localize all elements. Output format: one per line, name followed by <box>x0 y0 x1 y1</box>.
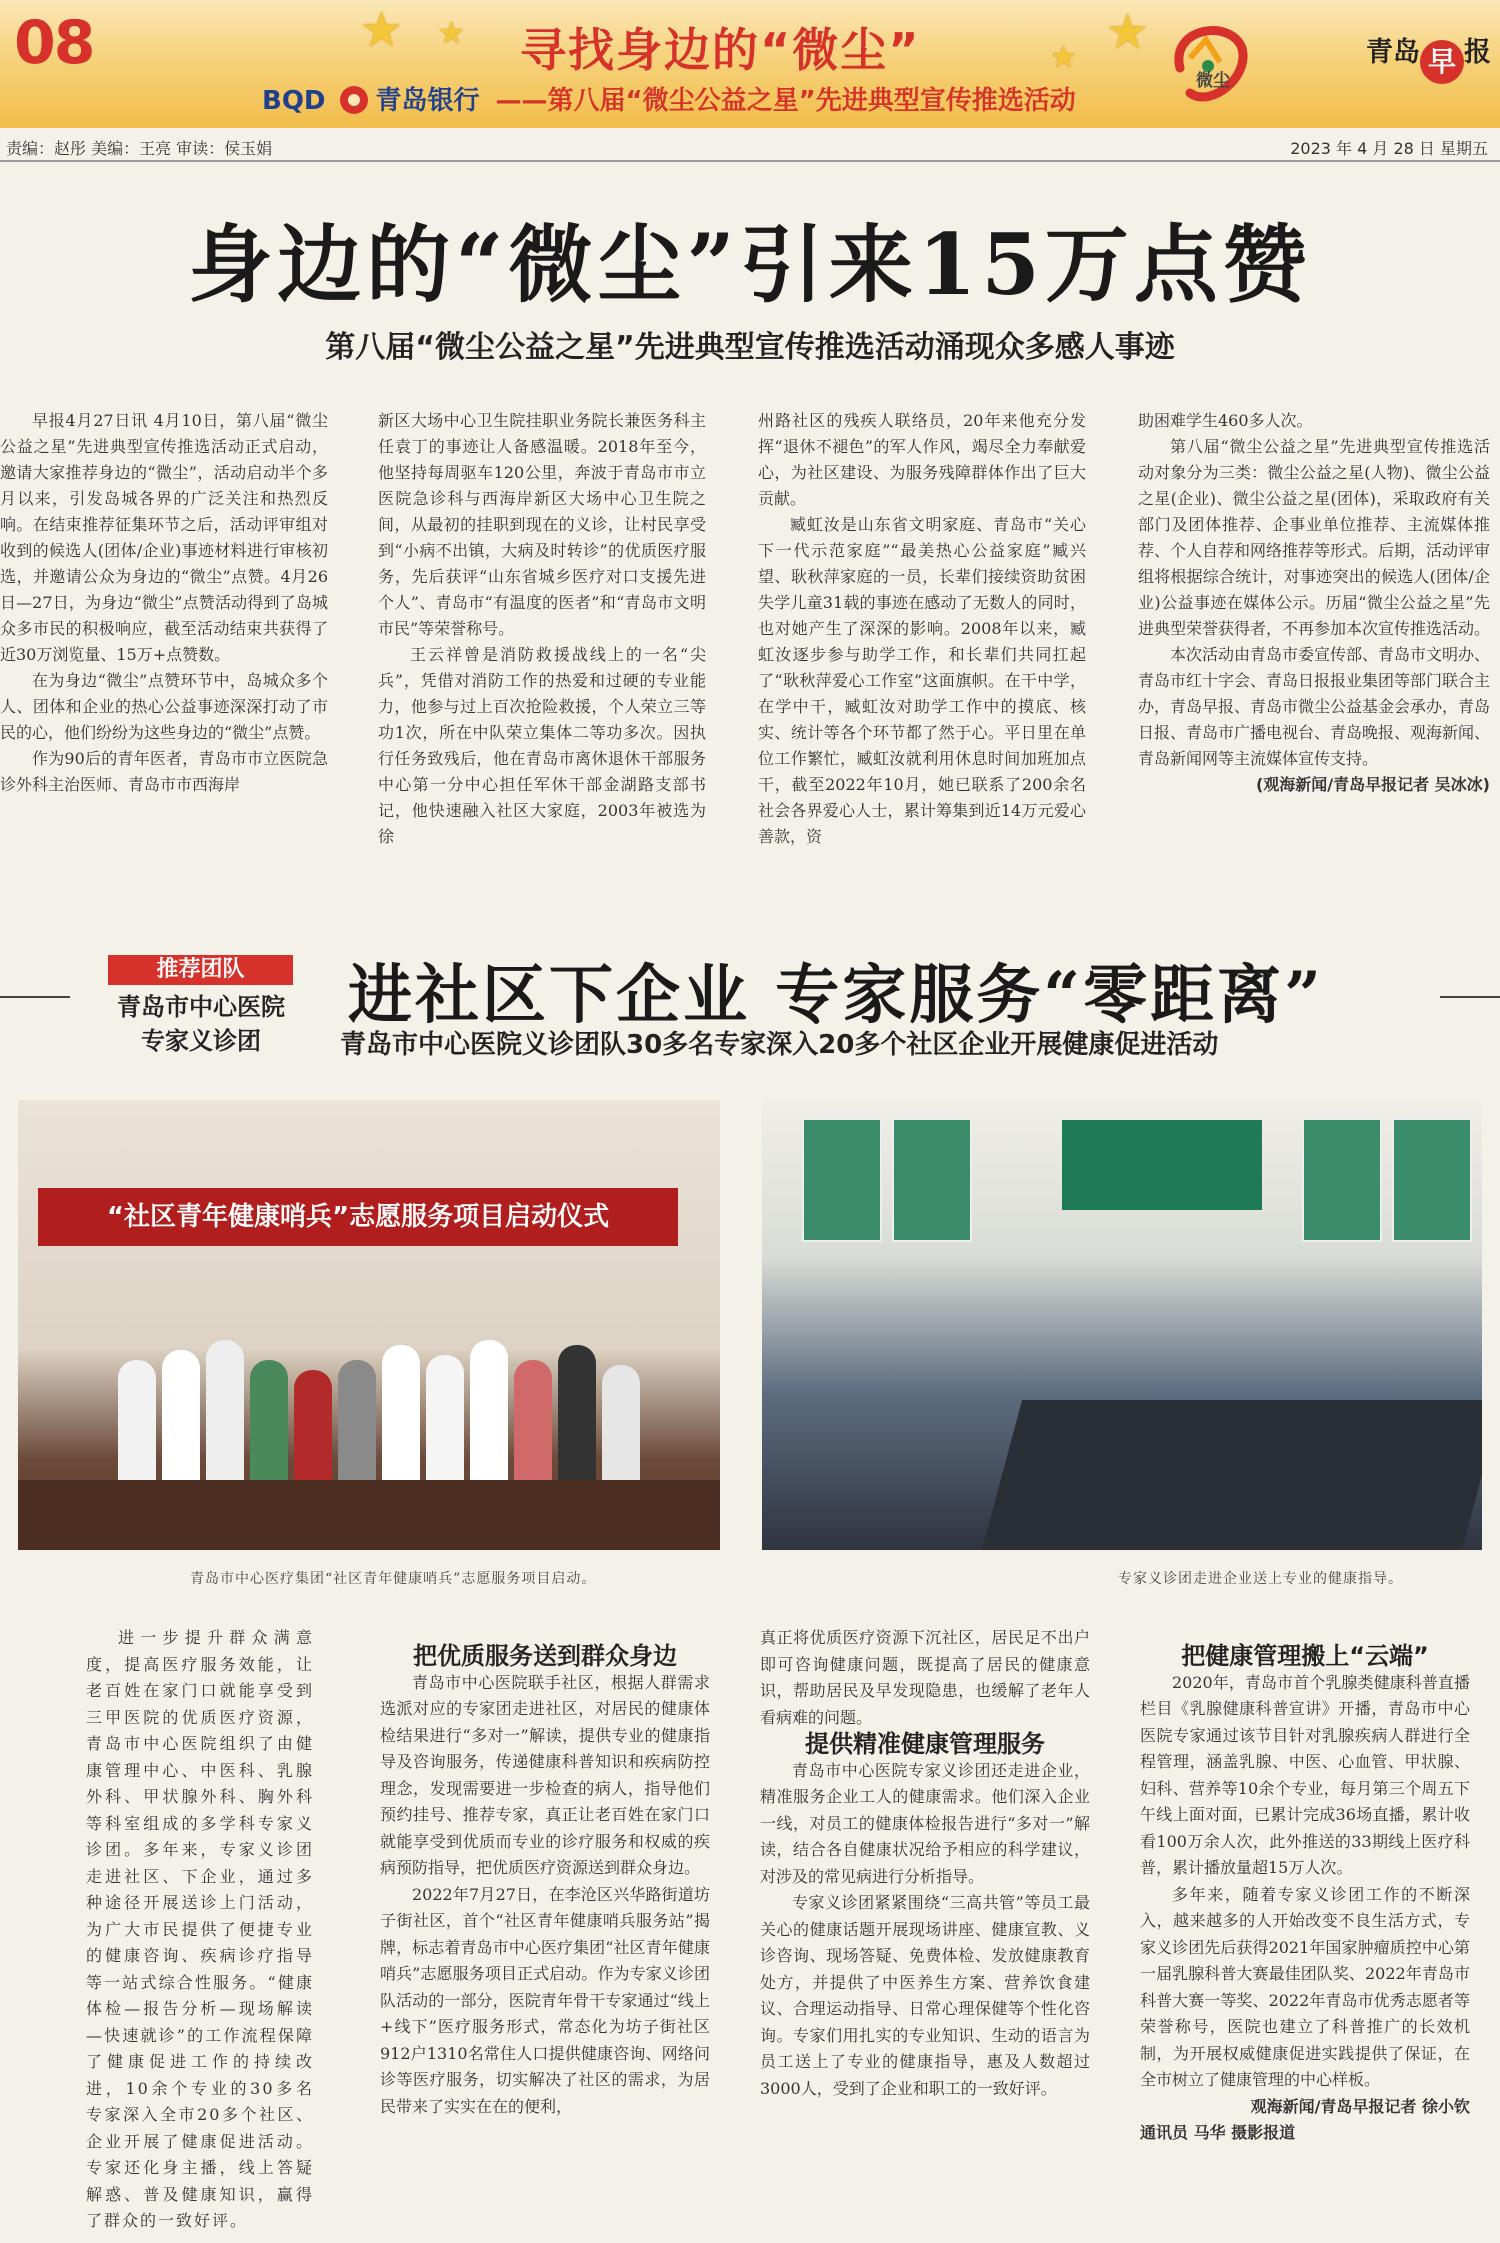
launch-ceremony-photo <box>18 1100 720 1550</box>
paragraph: 在为身边“微尘”点赞环节中，岛城众多个人、团体和企业的热心公益事迹深深打动了市民的心，他们纷纷为这些身边的“微尘”点赞。 <box>0 671 328 742</box>
article2-headline: 进社区下企业 专家服务“零距离” <box>348 958 1324 1033</box>
article1-column <box>0 408 328 878</box>
article2-subheadline: 青岛市中心医院义诊团队30多名专家深入20多个社区企业开展健康促进活动 <box>340 1030 1219 1060</box>
photo1-caption: 青岛市中心医疗集团“社区青年健康哨兵”志愿服务项目启动。 <box>190 1571 597 1587</box>
article2-column <box>380 1625 710 2230</box>
paragraph: 真正将优质医疗资源下沉社区，居民足不出户即可咨询健康问题，既提高了居民的健康意识，帮助居民及早发现隐患，也缓解了老年人看病难的问题。 <box>760 1628 1090 1727</box>
article2-column <box>760 1625 1090 2230</box>
article1-byline: (观海新闻/青岛早报记者 吴冰冰) <box>1255 775 1490 794</box>
star-icon: ★ <box>438 16 465 51</box>
section-heading: 把健康管理搬上“云端” <box>1181 1642 1429 1670</box>
paragraph: 第八届“微尘公益之星”先进典型宣传推选活动对象分为三类：微尘公益之星(人物)、微尘公益之星(企业)、微尘公益之星(团体)，采取政府有关部门及团体推荐、企事业单位推荐、主流媒体推荐、个人自荐和网络推荐等形式。后期，活动评审组将根据综合统计，对事迹突出的候选人(团体/企业)公益事迹在媒体公示。历届“微尘公益之星”先进典型荣誉获得者，不再参加本次宣传推选活动。 <box>1138 437 1490 638</box>
sponsor-row <box>262 80 1076 117</box>
article1-subheadline: 第八届“微尘公益之星”先进典型宣传推选活动涌现众多感人事迹 <box>325 330 1175 365</box>
paragraph: 专家义诊团紧紧围绕“三高共管”等员工最关心的健康话题开展现场讲座、健康宣教、义诊咨询、现场答疑、免费体检、发放健康教育处方，并提供了中医养生方案、营养饮食建议、合理运动指导、日常心理保健等个性化咨询。专家们用扎实的专业知识、生动的语言为员工送上了专业的健康指导，惠及人数超过3000人，受到了企业和职工的一致好评。 <box>760 1893 1090 2098</box>
photo-poster <box>1302 1118 1382 1242</box>
column-title: 寻找身边的“微尘” <box>520 23 921 77</box>
paragraph: 作为90后的青年医者，青岛市市立医院急诊外科主治医师、青岛市市西海岸 <box>0 749 328 794</box>
star-icon: ★ <box>1106 4 1150 60</box>
article1-column <box>1138 408 1490 878</box>
paragraph: 助困难学生460多人次。 <box>1138 411 1313 430</box>
newspaper-name <box>1366 30 1491 84</box>
article1-column <box>378 408 706 878</box>
paragraph: 青岛市中心医院联手社区，根据人群需求选派对应的专家团走进社区，对居民的健康体检结果进行“多对一”解读，提供专业的健康指导及咨询服务，传递健康科普知识和疾病防控理念，发现需要进一步检查的病人，指导他们预约挂号、推荐专家，真正让老百姓在家门口就能享受到优质而专业的诊疗服务和权威的疾病预防指导，把优质医疗资源送到群众身边。 <box>380 1672 710 1877</box>
article1-headline: 身边的“微尘”引来15万点赞 <box>188 215 1312 314</box>
paragraph: 臧虹汝是山东省文明家庭、青岛市“关心下一代示范家庭”“最美热心公益家庭”臧兴望、耿秋萍家庭的一员，长辈们接续资助贫困失学儿童31载的事迹在感动了无数人的同时，也对她产生了深深的影响。2008年以来，臧虹汝逐步参与助学工作，和长辈们共同扛起了“耿秋萍爱心工作室”这面旗帜。在干中学，在学中干，臧虹汝对助学工作中的摸底、核实、统计等各个环节都了然于心。平日里在单位工作繁忙，臧虹汝就利用休息时间加班加点干，截至2022年10月，她已联系了200余名社会各界爱心人士，累计筹集到近14万元爱心善款，资 <box>758 515 1086 846</box>
enterprise-consult-photo <box>762 1100 1482 1550</box>
article2-column <box>1140 1625 1470 2230</box>
photo-poster <box>892 1118 972 1242</box>
photo-people <box>118 1290 638 1510</box>
paragraph: 2020年，青岛市首个乳腺类健康科普直播栏目《乳腺健康科普宣讲》开播，青岛市中心医院专家通过该节目针对乳腺疾病人群进行全程管理，涵盖乳腺、中医、心血管、甲状腺、妇科、营养等10余个专业，每月第三个周五下午线上面对面，已累计完成36场直播，累计收看100万余人次，此外推送的33期线上医疗科普，累计播放量超15万人次。 <box>1140 1672 1470 1877</box>
photo-desk <box>982 1400 1482 1550</box>
photo-poster <box>1392 1118 1472 1242</box>
editor-credits: 责编：赵彤 美编：王亮 审读：侯玉娟 <box>6 139 273 158</box>
paragraph: 青岛市中心医院专家义诊团还走进企业，精准服务企业工人的健康需求。他们深入企业一线，对员工的健康体检报告进行“多对一”解读，结合各自健康状况给予相应的科学建议，对涉及的常见病进行分析指导。 <box>760 1760 1090 1886</box>
bank-code: BQD <box>262 86 326 116</box>
article2-byline: 通讯员 马华 摄影报道 <box>1140 2123 1296 2142</box>
section-heading: 提供精准健康管理服务 <box>805 1730 1045 1758</box>
newspaper-city: 青岛 <box>1366 37 1420 68</box>
article2-column <box>86 1625 314 2230</box>
newspaper-suffix: 报 <box>1464 37 1491 68</box>
article2-byline: 观海新闻/青岛早报记者 徐小钦 <box>1250 2096 1470 2116</box>
paragraph: 王云祥曾是消防救援战线上的一名“尖兵”，凭借对消防工作的热爱和过硬的专业能力，他参与过上百次抢险救援，个人荣立三等功1次，所在中队荣立集体二等功多次。因执行任务致残后，他在青岛市离休退休干部服务中心第一分中心担任军休干部金湖路支部书记，他快速融入社区大家庭，2003年被选为徐 <box>378 645 706 846</box>
newspaper-mark-icon: 早 <box>1420 40 1464 84</box>
weichen-logo-icon <box>1150 8 1260 118</box>
photo-table <box>18 1480 720 1550</box>
paragraph: 本次活动由青岛市委宣传部、青岛市文明办、青岛市红十字会、青岛日报报业集团等部门联合主办，青岛早报、青岛市微尘公益基金会承办，青岛日报、青岛市广播电视台、青岛晚报、观海新闻、青岛新闻网等主流媒体宣传支持。 <box>1138 645 1490 768</box>
divider <box>0 160 1500 162</box>
paragraph: 新区大场中心卫生院挂职业务院长兼医务科主任袁丁的事迹让人备感温暖。2018年至今，他坚持每周驱车120公里，奔波于青岛市市立医院急诊科与西海岸新区大场中心卫生院之间，从最初的挂职到现在的义诊，让村民享受到“小病不出镇，大病及时转诊”的优质医疗服务，先后获评“山东省城乡医疗对口支援先进个人”、青岛市“有温度的医者”和“青岛市文明市民”等荣誉称号。 <box>378 411 706 638</box>
team-name-line: 青岛市中心医院 <box>117 993 285 1021</box>
team-name <box>96 990 306 1058</box>
article1-column <box>758 408 1086 878</box>
paragraph: 多年来，随着专家义诊团工作的不断深入，越来越多的人开始改变不良生活方式，专家义诊团先后获得2021年国家肿瘤质控中心第一届乳腺科普大赛最佳团队奖、2022年青岛市科普大赛一等奖、2022年青岛市优秀志愿者等荣誉称号，医院也建立了科普推广的长效机制，为开展权威健康促进实践提供了保证，在全市树立了健康管理的中心样板。 <box>1140 1884 1470 2089</box>
page-number: 08 <box>14 8 94 78</box>
divider <box>1440 996 1500 998</box>
recommend-tag: 推荐团队 <box>108 955 293 985</box>
star-icon: ★ <box>360 2 404 58</box>
paragraph: 州路社区的残疾人联络员，20年来他充分发挥“退休不褪色”的军人作风，竭尽全力奉献爱心，为社区建设、为服务残障群体作出了巨大贡献。 <box>758 411 1086 508</box>
issue-date: 2023 年 4 月 28 日 星期五 <box>1290 139 1488 158</box>
section-heading: 把优质服务送到群众身边 <box>413 1642 677 1670</box>
paragraph: 早报4月27日讯 4月10日，第八届“微尘公益之星”先进典型宣传推选活动正式启动，邀请大家推荐身边的“微尘”，活动启动半个多月以来，引发岛城各界的广泛关注和热烈反响。在结束推荐征集环节之后，活动评审组对收到的候选人(团体/企业)事迹材料进行审核初选，并邀请公众为身边的“微尘”点赞。4月26日—27日，为身边“微尘”点赞活动得到了岛城众多市民的积极响应，截至活动结束共获得了近30万浏览量、15万+点赞数。 <box>0 411 328 664</box>
photo2-caption: 专家义诊团走进企业送上专业的健康指导。 <box>1118 1571 1403 1587</box>
photo-poster <box>802 1118 882 1242</box>
event-name: ——第八届“微尘公益之星”先进典型宣传推选活动 <box>495 86 1076 116</box>
paragraph: 进一步提升群众满意度，提高医疗服务效能，让老百姓在家门口就能享受到三甲医院的优质医疗资源，青岛市中心医院组织了由健康管理中心、中医科、乳腺外科、甲状腺外科、胸外科等科室组成的多学科专家义诊团。多年来，专家义诊团走进社区、下企业，通过多种途径开展送诊上门活动，为广大市民提供了便捷专业的健康咨询、疾病诊疗指导等一站式综合性服务。“健康体检—报告分析—现场解读—快速就诊”的工作流程保障了健康促进工作的持续改进，10余个专业的30多名专家深入全市20多个社区、企业开展了健康促进活动。专家还化身主播，线上答疑解惑、普及健康知识，赢得了群众的一致好评。 <box>86 1628 314 2230</box>
photo-stage-banner: “社区青年健康哨兵”志愿服务项目启动仪式 <box>38 1188 678 1246</box>
logo-text: 微尘 <box>1196 71 1230 91</box>
bank-logo-icon <box>340 86 368 114</box>
photo-screen <box>1062 1120 1262 1210</box>
bank-name: 青岛银行 <box>375 86 480 116</box>
paragraph: 2022年7月27日，在李沧区兴华路街道坊子街社区，首个“社区青年健康哨兵服务站”揭牌，标志着青岛市中心医疗集团“社区青年健康哨兵”志愿服务项目正式启动。作为专家义诊团队活动的一部分，医院青年骨干专家通过“线上+线下”医疗服务形式，常态化为坊子街社区912户1310名常住人口提供健康咨询、网络问诊等医疗服务，切实解决了社区的需求，为居民带来了实实在在的便利， <box>380 1884 710 2116</box>
star-icon: ★ <box>1050 40 1077 75</box>
divider <box>0 996 70 998</box>
team-name-line: 专家义诊团 <box>141 1027 261 1055</box>
